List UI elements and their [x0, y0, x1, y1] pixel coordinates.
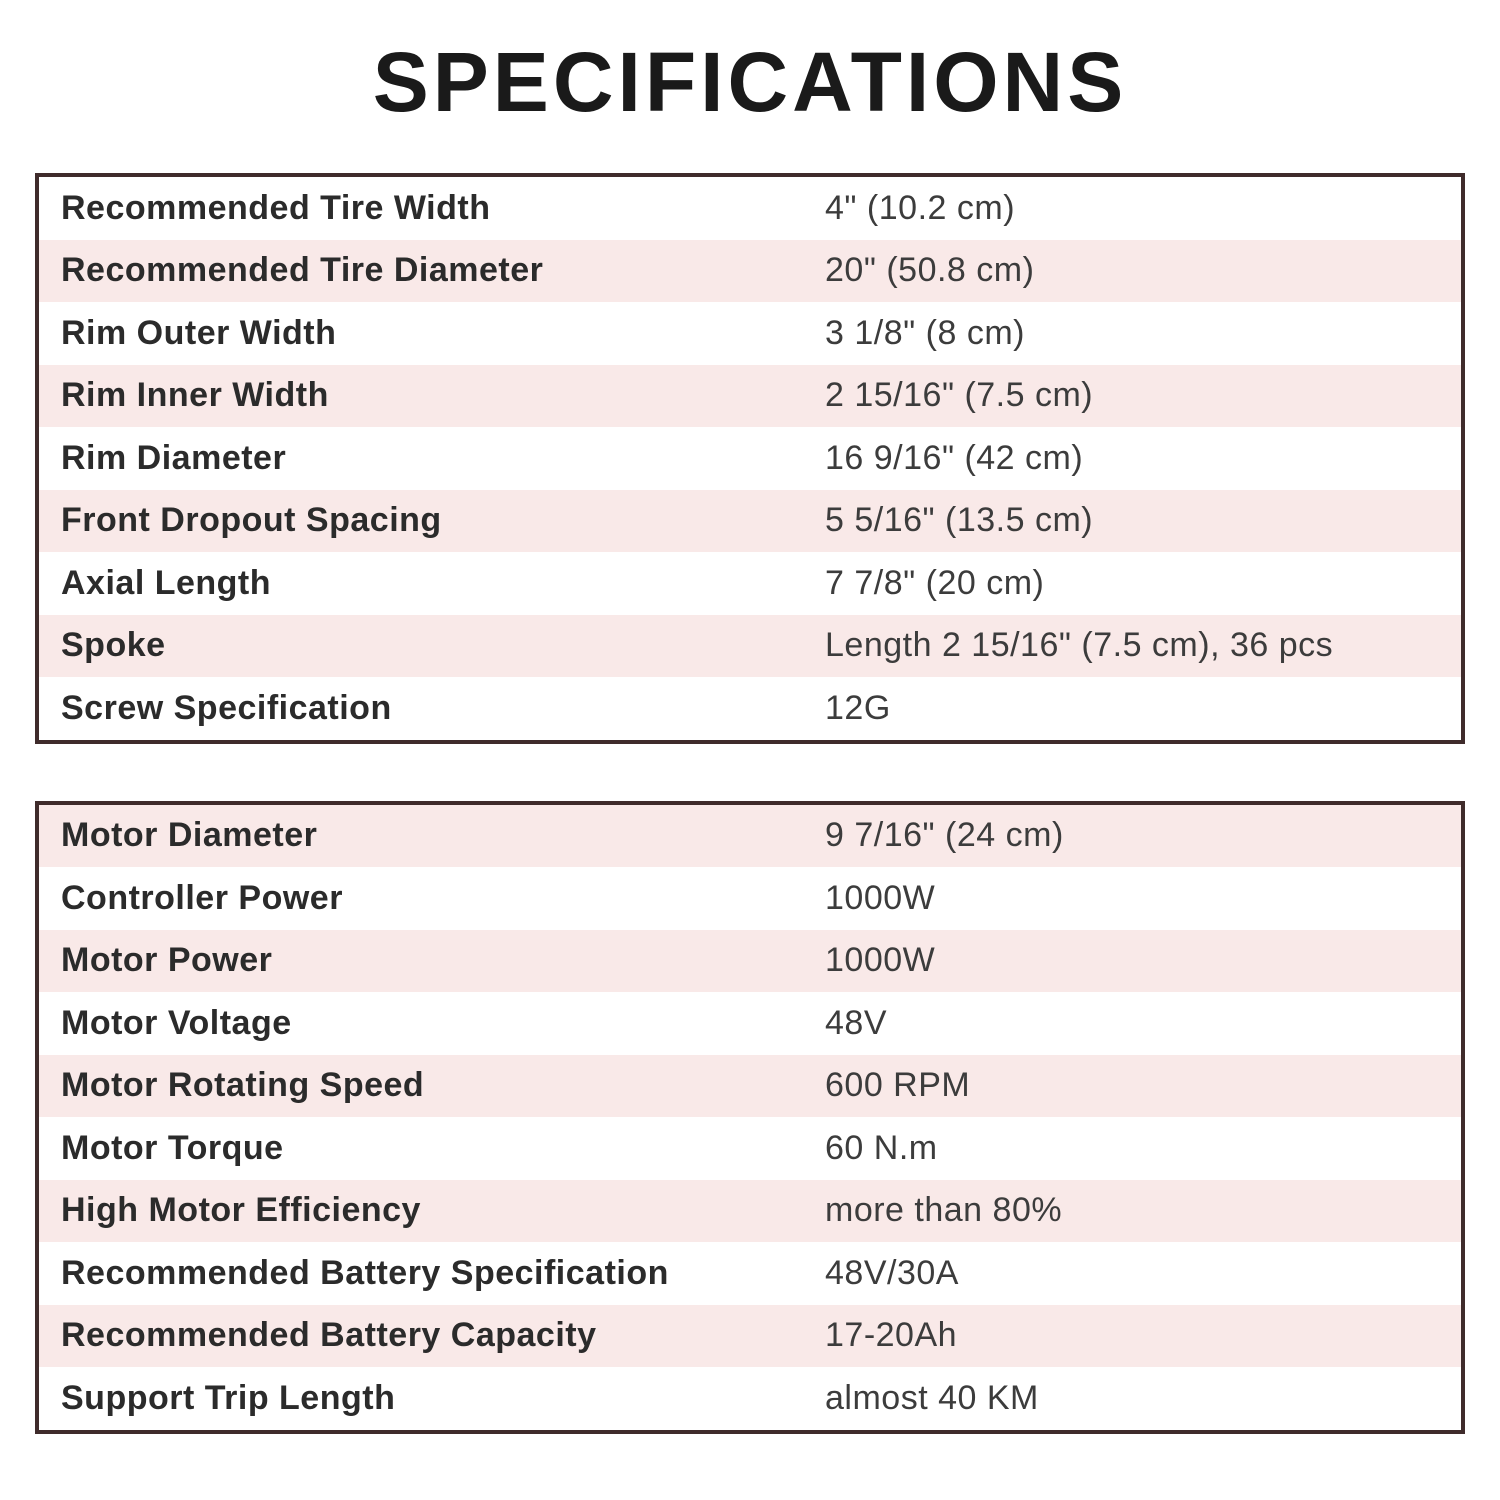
spec-label: Motor Rotating Speed — [61, 1066, 425, 1105]
table-row — [39, 302, 1461, 365]
table-row — [39, 552, 1461, 615]
spec-value: 12G — [825, 688, 891, 727]
spec-label: Screw Specification — [61, 688, 392, 727]
spec-label: Motor Diameter — [61, 816, 318, 855]
spec-label: Motor Voltage — [61, 1003, 292, 1042]
table-row — [39, 867, 1461, 930]
table-row — [39, 1055, 1461, 1118]
spec-value: 17-20Ah — [825, 1316, 958, 1355]
spec-label: Axial Length — [61, 563, 272, 602]
page-title: SPECIFICATIONS — [372, 35, 1128, 129]
spec-label: Rim Inner Width — [61, 376, 329, 415]
table-row — [39, 1117, 1461, 1180]
spec-label: Support Trip Length — [61, 1378, 396, 1417]
table-row — [39, 677, 1461, 740]
spec-label: High Motor Efficiency — [61, 1191, 421, 1230]
spec-value: 48V — [825, 1003, 887, 1042]
spec-label: Motor Torque — [61, 1128, 284, 1167]
spec-label: Recommended Tire Diameter — [61, 251, 544, 290]
spec-value: more than 80% — [825, 1191, 1063, 1230]
table-row — [39, 1242, 1461, 1305]
table-row — [39, 240, 1461, 303]
spec-label: Rim Outer Width — [61, 313, 337, 352]
table-row — [39, 805, 1461, 868]
table-row — [39, 177, 1461, 240]
spec-label: Spoke — [61, 626, 166, 665]
table-row — [39, 365, 1461, 428]
spec-value: 1000W — [825, 941, 936, 980]
spec-value: Length 2 15/16" (7.5 cm), 36 pcs — [825, 626, 1334, 665]
spec-value: 2 15/16" (7.5 cm) — [825, 376, 1094, 415]
spec-label: Motor Power — [61, 941, 273, 980]
spec-value: 1000W — [825, 878, 936, 917]
spec-value: 48V/30A — [825, 1253, 959, 1292]
spec-value: almost 40 KM — [825, 1378, 1039, 1417]
spec-label: Front Dropout Spacing — [61, 501, 442, 540]
spec-value: 20" (50.8 cm) — [825, 251, 1035, 290]
table-row — [39, 615, 1461, 678]
spec-value: 4" (10.2 cm) — [825, 188, 1016, 227]
table-row — [39, 930, 1461, 993]
table-row — [39, 1180, 1461, 1243]
spec-value: 16 9/16" (42 cm) — [825, 438, 1084, 477]
spec-value: 7 7/8" (20 cm) — [825, 563, 1045, 602]
spec-value: 600 RPM — [825, 1066, 971, 1105]
spec-value: 9 7/16" (24 cm) — [825, 816, 1064, 855]
table-row — [39, 992, 1461, 1055]
spec-label: Recommended Battery Specification — [61, 1253, 669, 1292]
table-row — [39, 427, 1461, 490]
wheel-spec-table — [35, 173, 1465, 744]
spec-label: Controller Power — [61, 878, 343, 917]
spec-label: Rim Diameter — [61, 438, 287, 477]
table-row — [39, 1367, 1461, 1430]
spec-label: Recommended Battery Capacity — [61, 1316, 597, 1355]
spec-value: 3 1/8" (8 cm) — [825, 313, 1025, 352]
motor-spec-table — [35, 801, 1465, 1434]
spec-value: 60 N.m — [825, 1128, 938, 1167]
table-row — [39, 490, 1461, 553]
spec-value: 5 5/16" (13.5 cm) — [825, 501, 1094, 540]
spec-label: Recommended Tire Width — [61, 188, 491, 227]
table-row — [39, 1305, 1461, 1368]
